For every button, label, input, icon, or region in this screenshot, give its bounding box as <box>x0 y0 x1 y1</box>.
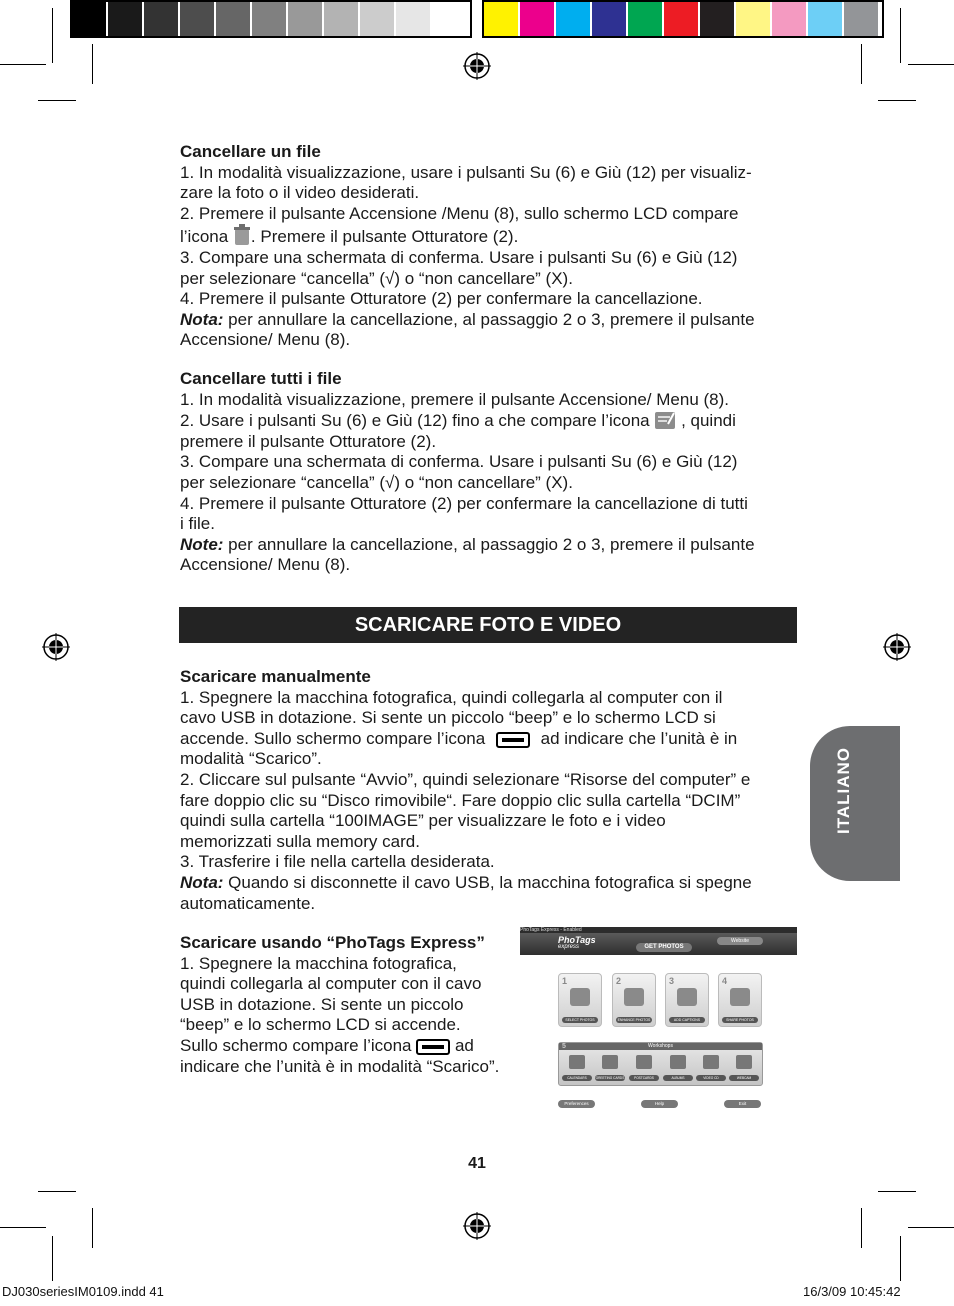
color-swatch <box>556 2 590 36</box>
crop-mark <box>861 44 862 84</box>
crop-mark <box>38 100 76 101</box>
color-swatch <box>592 2 626 36</box>
photags-screenshot <box>520 927 797 1111</box>
step-label: ADD CAPTIONS <box>669 1017 705 1023</box>
step-label: ENHANCE PHOTOS <box>617 1018 651 1022</box>
paragraph-line: fare doppio clic su “Disco rimovibile“. Fare doppio clic sulla cartella “DCIM” <box>180 790 741 810</box>
text-span: l’icona <box>180 227 233 247</box>
text-span: Sullo schermo compare l’icona <box>180 1035 417 1055</box>
crop-mark <box>878 1191 916 1192</box>
paragraph-line: 2. Cliccare sul pulsante “Avvio”, quindi selezionare “Risorse del computer” e <box>180 769 751 789</box>
color-swatch <box>700 2 734 36</box>
registration-mark-icon <box>882 632 912 662</box>
logo-text: PhoTags <box>558 935 596 945</box>
color-swatch <box>108 2 142 36</box>
color-swatch <box>520 2 554 36</box>
tool-label: GREETING CARDS <box>595 1076 625 1080</box>
logo-subtext: express <box>558 944 580 950</box>
photags-logo <box>558 935 596 950</box>
paragraph-line: 3. Compare una schermata di conferma. Usare i pulsanti Su (6) e Giù (12) <box>180 247 738 267</box>
paragraph-line: zare la foto o il video desiderati. <box>180 183 420 203</box>
color-swatch <box>180 2 214 36</box>
note-label: Nota: <box>180 872 224 892</box>
step-number: 3 <box>669 976 675 986</box>
crop-mark <box>908 1227 954 1228</box>
crop-mark <box>900 8 901 63</box>
paragraph-line <box>180 729 800 750</box>
note-label: Nota: <box>180 309 224 329</box>
paragraph-line: memorizzati sulla memory card. <box>180 831 420 851</box>
section-manual-download <box>180 667 800 914</box>
calendar-icon <box>569 1055 585 1069</box>
screenshot-titlebar: PhoTags Express - Enabled <box>520 927 797 933</box>
album-icon <box>670 1055 686 1069</box>
color-swatch <box>216 2 250 36</box>
paragraph-line: 1. Spegnere la macchina fotografica, <box>180 953 457 973</box>
usb-mode-icon <box>496 732 530 748</box>
paragraph-line: automaticamente. <box>180 893 316 913</box>
text-span: per annullare la cancellazione, al passaggio 2 o 3, premere il pulsante <box>223 534 755 554</box>
tool-albums[interactable] <box>663 1053 693 1081</box>
color-swatch <box>252 2 286 36</box>
paragraph-line: 2. Premere il pulsante Accensione /Menu (8), sullo schermo LCD compare <box>180 203 739 223</box>
language-tab <box>810 726 900 881</box>
page-number: 41 <box>468 1155 486 1172</box>
paragraph-line: per selezionare “cancella” (√) o “non cancellare” (X). <box>180 472 573 492</box>
slug-filename: DJ030seriesIM0109.indd 41 <box>2 1284 164 1299</box>
tool-label: ALBUMS <box>663 1075 693 1081</box>
tool-postcards[interactable] <box>629 1053 659 1081</box>
paragraph-line: quindi collegarla al computer con il cavo <box>180 974 482 994</box>
color-swatch <box>808 2 842 36</box>
caption-icon <box>677 988 697 1006</box>
paragraph-line <box>180 410 800 432</box>
paragraph-line: 4. Premere il pulsante Otturatore (2) per confermare la cancellazione. <box>180 289 703 309</box>
preferences-button[interactable]: Preferences <box>558 1100 595 1108</box>
section-delete-one <box>180 142 800 351</box>
workshops-panel <box>558 1042 763 1086</box>
note-line <box>180 310 800 331</box>
color-swatch <box>432 2 466 36</box>
paragraph-line: Accensione/ Menu (8). <box>180 330 351 350</box>
help-button[interactable]: Help <box>641 1100 678 1108</box>
step-share-photos[interactable] <box>718 973 762 1027</box>
card-icon <box>602 1055 618 1069</box>
crop-mark <box>908 64 954 65</box>
step-number: 1 <box>562 976 568 986</box>
paragraph-line: 3. Compare una schermata di conferma. Usare i pulsanti Su (6) e Giù (12) <box>180 452 738 472</box>
paragraph-line: cavo USB in dotazione. Si sente un piccolo “beep” e lo schermo LCD si <box>180 708 716 728</box>
exit-button[interactable]: Exit <box>724 1100 761 1108</box>
paragraph-line: premere il pulsante Otturatore (2). <box>180 431 437 451</box>
color-swatch <box>736 2 770 36</box>
paragraph-line: 1. In modalità visualizzazione, premere il pulsante Accensione/ Menu (8). <box>180 389 730 409</box>
color-swatch <box>396 2 430 36</box>
paragraph-line: 1. In modalità visualizzazione, usare i pulsanti Su (6) e Giù (12) per visualiz- <box>180 162 752 182</box>
text-span: 2. Usare i pulsanti Su (6) e Giù (12) fino a che compare l’icona <box>180 411 655 431</box>
color-swatch <box>324 2 358 36</box>
color-swatch <box>628 2 662 36</box>
delete-all-icon <box>654 410 676 430</box>
workshops-title: Workshops <box>559 1043 762 1050</box>
color-swatch <box>664 2 698 36</box>
paragraph-line: 1. Spegnere la macchina fotografica, quindi collegarla al computer con il <box>180 687 723 707</box>
text-span: ad indicare che l’unità è in <box>535 728 738 748</box>
crop-mark <box>52 1236 53 1281</box>
language-tab-label: ITALIANO <box>834 746 853 834</box>
paragraph-line: USB in dotazione. Si sente un piccolo <box>180 994 464 1014</box>
step-select-photos[interactable] <box>558 973 602 1027</box>
get-photos-button[interactable]: GET PHOTOS <box>636 943 692 952</box>
website-button[interactable]: Website <box>717 937 763 945</box>
crop-mark <box>38 1191 76 1192</box>
paragraph-line: 3. Trasferire i file nella cartella desiderata. <box>180 852 495 872</box>
tool-greeting-cards[interactable] <box>595 1053 625 1081</box>
share-icon <box>730 988 750 1006</box>
text-span: Quando si disconnette il cavo USB, la macchina fotografica si spegne <box>223 872 752 892</box>
color-swatch <box>72 2 106 36</box>
registration-mark-icon <box>462 51 492 81</box>
section-delete-all <box>180 369 800 576</box>
tool-calendars[interactable] <box>562 1053 592 1081</box>
paragraph-line: modalità “Scarico”. <box>180 749 322 769</box>
webcam-icon <box>736 1055 752 1069</box>
text-span: , quindi <box>676 411 736 431</box>
step-add-captions[interactable] <box>665 973 709 1027</box>
crop-mark <box>861 1208 862 1248</box>
trash-icon <box>233 224 251 246</box>
crop-mark <box>0 1227 46 1228</box>
folder-icon <box>570 988 590 1006</box>
text-span: ad <box>450 1035 474 1055</box>
tool-label: VIDEO CD <box>696 1075 726 1081</box>
postcard-icon <box>636 1055 652 1069</box>
magic-wand-icon <box>624 988 644 1006</box>
note-line <box>180 873 800 894</box>
paragraph-line <box>180 1036 525 1057</box>
note-label: Note: <box>180 534 224 554</box>
color-swatch <box>844 2 878 36</box>
section-heading: Scaricare usando “PhoTags Express” <box>180 933 485 952</box>
color-swatch <box>144 2 178 36</box>
text-span: . Premere il pulsante Otturatore (2). <box>250 227 519 247</box>
registration-mark-icon <box>41 632 71 662</box>
crop-mark <box>52 8 53 63</box>
step-label: SHARE PHOTOS <box>722 1017 758 1023</box>
note-line <box>180 535 800 556</box>
crop-mark <box>900 1236 901 1281</box>
paragraph-line: 4. Premere il pulsante Otturatore (2) per confermare la cancellazione di tutti <box>180 493 748 513</box>
tool-label: WEBCAM <box>729 1075 759 1081</box>
tool-label: POSTCARDS <box>629 1075 659 1081</box>
slug-timestamp: 16/3/09 10:45:42 <box>803 1284 901 1299</box>
video-cd-icon <box>703 1055 719 1069</box>
tool-webcam[interactable] <box>729 1053 759 1081</box>
step-number: 2 <box>616 976 622 986</box>
step-enhance-photos[interactable] <box>612 973 656 1027</box>
text-span: accende. Sullo schermo compare l’icona <box>180 728 490 748</box>
text-span: per annullare la cancellazione, al passaggio 2 o 3, premere il pulsante <box>223 309 755 329</box>
registration-mark-icon <box>462 1211 492 1241</box>
paragraph-line: quindi sulla cartella “100IMAGE” per visualizzare le foto e i video <box>180 811 666 831</box>
workshops-number: 5 <box>562 1043 566 1050</box>
section-heading: Scaricare manualmente <box>180 667 371 686</box>
tool-video-cd[interactable] <box>696 1053 726 1081</box>
section-heading: Cancellare un file <box>180 142 321 161</box>
paragraph-line <box>180 224 800 248</box>
paragraph-line: Accensione/ Menu (8). <box>180 555 351 575</box>
color-swatch <box>484 2 518 36</box>
section-photags-download <box>180 933 525 1077</box>
crop-mark <box>92 44 93 84</box>
section-heading: Cancellare tutti i file <box>180 369 342 388</box>
crop-mark <box>0 64 46 65</box>
color-swatch <box>288 2 322 36</box>
paragraph-line: i file. <box>180 514 215 534</box>
color-swatch <box>772 2 806 36</box>
color-swatch <box>360 2 394 36</box>
step-label: SELECT PHOTOS <box>562 1017 598 1023</box>
paragraph-line: indicare che l’unità è in modalità “Scarico”. <box>180 1056 500 1076</box>
crop-mark <box>92 1208 93 1248</box>
tool-label: CALENDARS <box>562 1075 592 1081</box>
crop-mark <box>878 100 916 101</box>
paragraph-line: per selezionare “cancella” (√) o “non cancellare” (X). <box>180 268 573 288</box>
section-banner: SCARICARE FOTO E VIDEO <box>179 607 797 643</box>
step-number: 4 <box>722 976 728 986</box>
paragraph-line: “beep” e lo schermo LCD si accende. <box>180 1015 461 1035</box>
usb-mode-icon <box>416 1039 450 1055</box>
